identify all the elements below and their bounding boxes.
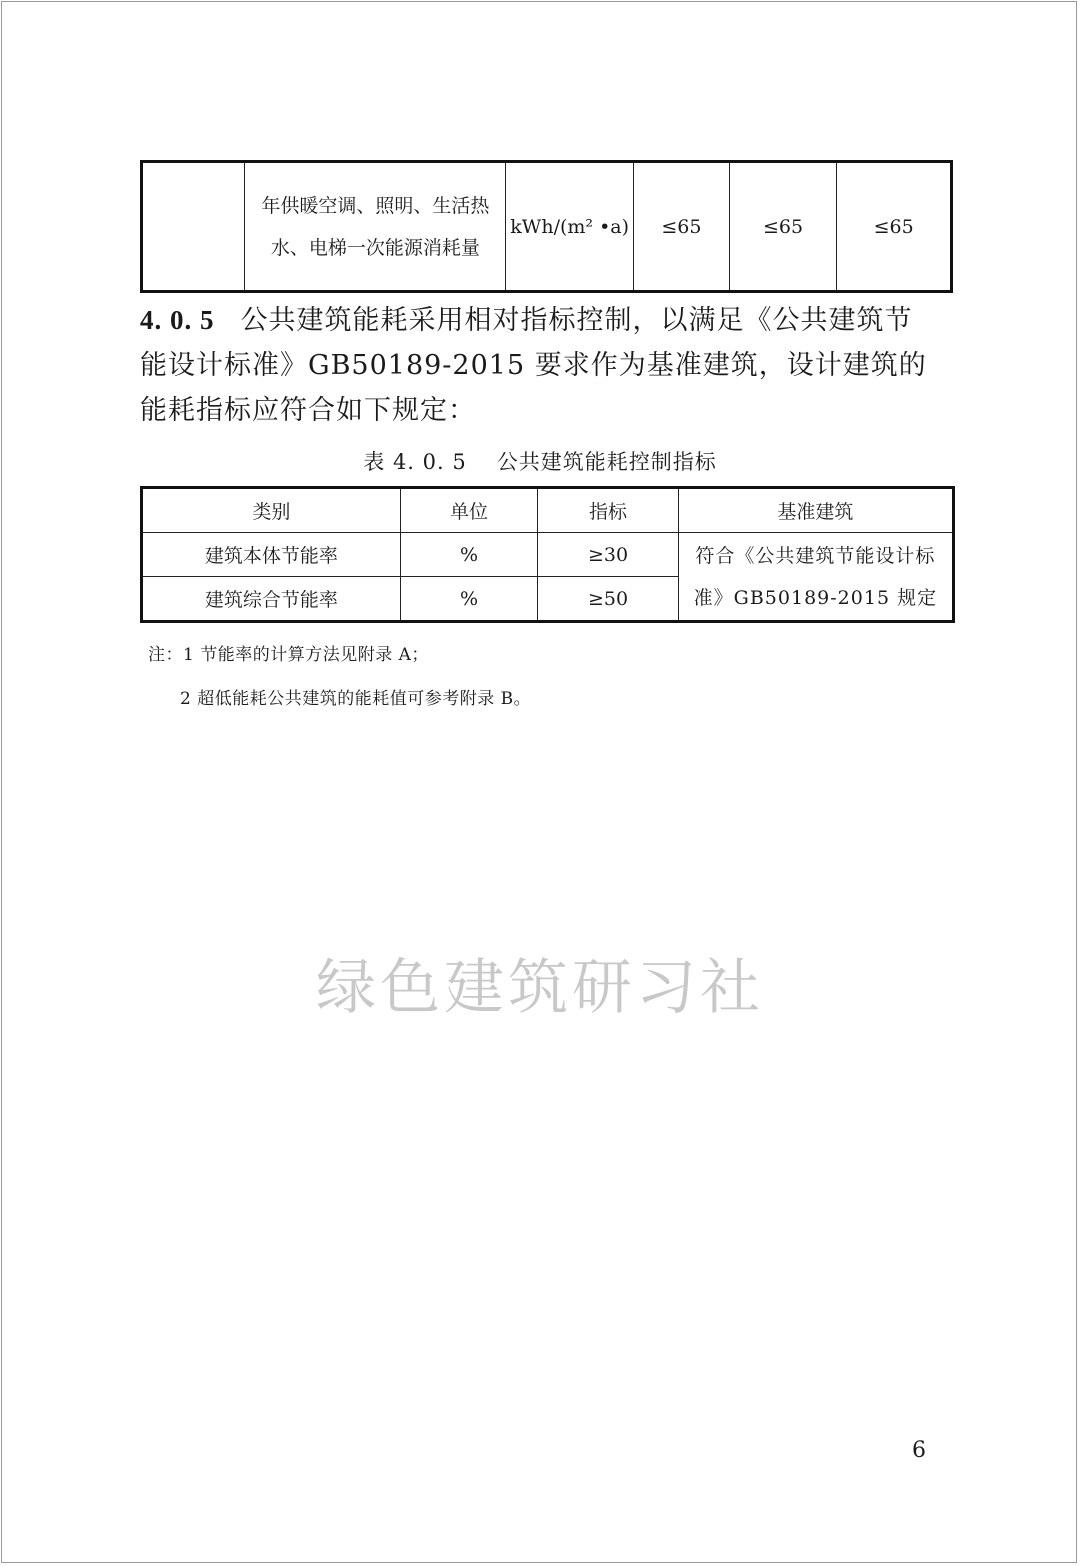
header-unit: 单位 — [400, 488, 537, 533]
header-index: 指标 — [538, 488, 679, 533]
table-title: 公共建筑能耗控制指标 — [496, 450, 717, 474]
note-2: 2 超低能耗公共建筑的能耗值可参考附录 B。 — [180, 689, 532, 709]
note-1: 注：1 节能率的计算方法见附录 A； — [148, 645, 429, 665]
index-cell: ≥30 — [538, 533, 679, 577]
header-baseline: 基准建筑 — [678, 488, 953, 533]
section-paragraph — [140, 298, 940, 433]
header-category: 类别 — [142, 488, 401, 533]
energy-table-continued — [140, 160, 953, 293]
category-cell — [142, 162, 245, 292]
unit-cell: % — [400, 533, 537, 577]
table-row — [142, 162, 952, 292]
category-cell: 建筑综合节能率 — [142, 577, 401, 622]
table-header-row — [142, 488, 954, 533]
index-cell: ≥50 — [538, 577, 679, 622]
table-row — [142, 533, 954, 577]
unit-cell: % — [400, 577, 537, 622]
watermark: 绿色建筑研习社 — [316, 953, 764, 1023]
page-number: 6 — [912, 1438, 926, 1463]
unit-cell: kWh/(m² •a) — [506, 162, 634, 292]
energy-control-table — [140, 486, 955, 623]
table-caption — [0, 446, 1080, 476]
value-cell: ≤65 — [634, 162, 730, 292]
value-cell: ≤65 — [729, 162, 837, 292]
value-cell: ≤65 — [837, 162, 952, 292]
section-number: 4. 0. 5 — [140, 305, 215, 335]
table-number: 表 4. 0. 5 — [363, 450, 467, 474]
description-cell: 年供暖空调、照明、生活热水、电梯一次能源消耗量 — [245, 162, 506, 292]
section-text: 公共建筑能耗采用相对指标控制，以满足《公共建筑节能设计标准》GB50189-2015 要求作为基准建筑，设计建筑的能耗指标应符合如下规定： — [140, 305, 927, 426]
baseline-cell: 符合《公共建筑节能设计标准》GB50189-2015 规定 — [678, 533, 953, 622]
category-cell: 建筑本体节能率 — [142, 533, 401, 577]
